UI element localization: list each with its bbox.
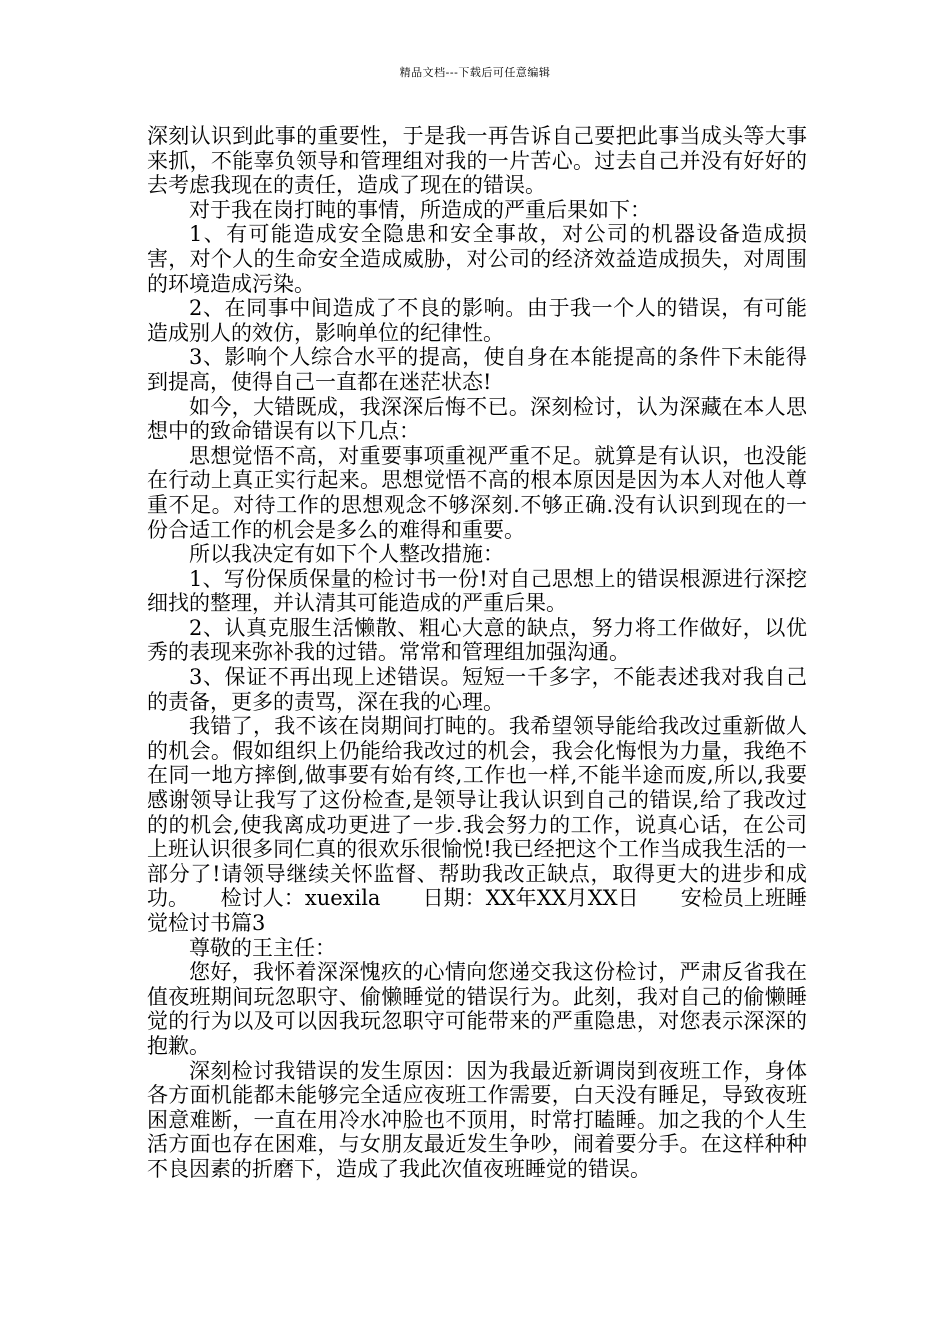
- document-body: [147, 124, 807, 1182]
- paragraph-3: 1、有可能造成安全隐患和安全事故，对公司的机器设备造成损害，对个人的生命安全造成威胁，对公司的经济效益造成损失，对周围的环境造成污染。: [147, 222, 807, 296]
- paragraph-10: 2、认真克服生活懒散、粗心大意的缺点，努力将工作做好，以优秀的表现来弥补我的过错。常常和管理组加强沟通。: [147, 615, 807, 665]
- paragraph-7: 思想觉悟不高，对重要事项重视严重不足。就算是有认识，也没能在行动上真正实行起来。思想觉悟不高的根本原因是因为本人对他人尊重不足。对待工作的思想观念不够深刻.不够正确.没有认识到现在的一份合适工作的机会是多么的难得和重要。: [147, 443, 807, 542]
- page-header: 精品文档---下载后可任意编辑: [399, 66, 551, 79]
- paragraph-5: 3、影响个人综合水平的提高，使自身在本能提高的条件下未能得到提高，使得自己一直都在迷茫状态!: [147, 345, 807, 394]
- paragraph-15: 深刻检讨我错误的发生原因：因为我最近新调岗到夜班工作，身体各方面机能都未能够完全适应夜班工作需要，白天没有睡足，导致夜班困意难断，一直在用冷水冲脸也不顶用，时常打瞌睡。加之我的个人生活方面也存在困难，与女朋友最近发生争吵，闹着要分手。在这样种种不良因素的折磨下，造成了我此次值夜班睡觉的错误。: [147, 1058, 807, 1181]
- paragraph-14: 您好，我怀着深深愧疚的心情向您递交我这份检讨，严肃反省我在值夜班期间玩忽职守、偷懒睡觉的错误行为。此刻，我对自己的偷懒睡觉的行为以及可以因我玩忽职守可能带来的严重隐患，对您表示深深的抱歉。: [147, 960, 807, 1058]
- paragraph-9: 1、写份保质保量的检讨书一份!对自己思想上的错误根源进行深挖细找的整理，并认清其可能造成的严重后果。: [147, 566, 807, 616]
- paragraph-8: 所以我决定有如下个人整改措施：: [189, 542, 504, 567]
- paragraph-4: 2、在同事中间造成了不良的影响。由于我一个人的错误，有可能造成别人的效仿，影响单位的纪律性。: [147, 296, 807, 345]
- paragraph-1: 深刻认识到此事的重要性，于是我一再告诉自己要把此事当成头等大事来抓，不能辜负领导和管理组对我的一片苦心。过去自己并没有好好的去考虑我现在的责任，造成了现在的错误。: [147, 124, 807, 198]
- paragraph-2: 对于我在岗打盹的事情，所造成的严重后果如下：: [189, 197, 651, 222]
- paragraph-11: 3、保证不再出现上述错误。短短一千多字，不能表述我对我自己的责备，更多的责骂，深在我的心理。: [147, 665, 807, 714]
- paragraph-6: 如今，大错既成，我深深后悔不已。深刻检讨，认为深藏在本人思想中的致命错误有以下几点：: [147, 394, 807, 444]
- paragraph-13: 尊敬的王主任：: [189, 935, 336, 960]
- paragraph-12: 我错了，我不该在岗期间打盹的。我希望领导能给我改过重新做人的机会。假如组织上仍能给我改过的机会，我会化悔恨为力量，我绝不在同一地方摔倒,做事要有始有终,工作也一样,不能半途而废,所以,我要感谢领导让我写了这份检查,是领导让我认识到自己的错误,给了我改过的的机会,使我离成功更进了一步.我会努力的工作，说真心话，在公司上班认识很多同仁真的很欢乐很愉悦!我已经把这个工作当成我生活的一部分了!请领导继续关怀监督、帮助我改正缺点，取得更大的进步和成功。 检讨人：xuexila 日期：XX年XX月XX日 安检员上班睡觉检讨书篇3: [147, 714, 807, 935]
